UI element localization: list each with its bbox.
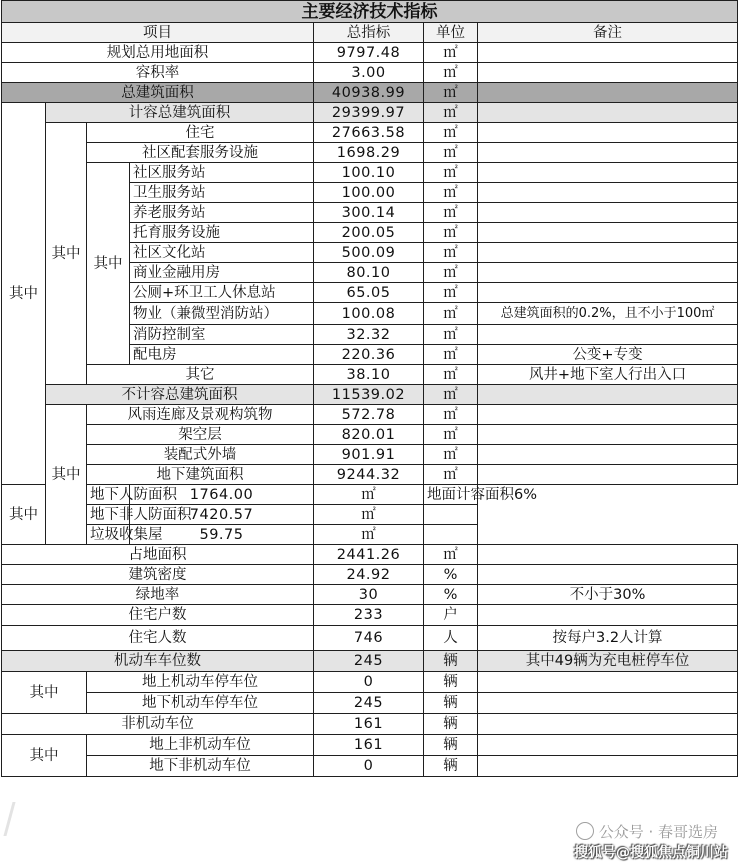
row-value: 100.10 (314, 163, 424, 183)
row-label: 社区文化站 (130, 243, 314, 263)
row-unit: ㎡ (424, 303, 478, 325)
row-value: 100.08 (314, 303, 424, 325)
row-note (478, 385, 738, 405)
row-unit: ㎡ (314, 525, 424, 545)
row-note (478, 465, 738, 485)
row-unit: ㎡ (314, 505, 424, 525)
row-note (478, 445, 738, 465)
row-label: 其它 (87, 365, 314, 385)
row-label: 占地面积 (2, 545, 314, 565)
row-label: 非机动车位 (2, 714, 314, 735)
row-value: 1698.29 (314, 143, 424, 163)
row-unit: ㎡ (424, 385, 478, 405)
row-note (478, 325, 738, 345)
row-unit: ㎡ (424, 83, 478, 103)
row-value: 27663.58 (314, 123, 424, 143)
row-value: 901.91 (314, 445, 424, 465)
row-note (478, 83, 738, 103)
row-value: 0 (314, 672, 424, 693)
row-note (478, 565, 738, 585)
row-label: 地下机动车停车位 (87, 693, 314, 714)
wechat-watermark (576, 821, 718, 842)
row-unit: ㎡ (424, 203, 478, 223)
sohu-watermark: 搜狐号@搜狐焦点铜川站 (574, 845, 728, 861)
row-note (478, 735, 738, 756)
row-unit: 辆 (424, 714, 478, 735)
row-note (478, 605, 738, 626)
row-value: 500.09 (314, 243, 424, 263)
row-note (478, 756, 738, 777)
row-label: 地下建筑面积 (87, 465, 314, 485)
row-value: 200.05 (314, 223, 424, 243)
row-unit: ㎡ (314, 485, 424, 505)
row-label: 地下非人防面积 (87, 505, 130, 525)
row-value: 65.05 (314, 283, 424, 303)
table-row (2, 525, 738, 545)
row-value: 11539.02 (314, 385, 424, 405)
row-unit: ㎡ (424, 405, 478, 425)
row-label: 地下人防面积 (87, 485, 130, 505)
row-label: 地上机动车停车位 (87, 672, 314, 693)
row-note (478, 223, 738, 243)
table-row (2, 365, 738, 385)
table-row (2, 626, 738, 651)
row-note (478, 163, 738, 183)
header-note: 备注 (478, 23, 738, 43)
group-label-main: 其中 (2, 103, 46, 485)
row-note (478, 183, 738, 203)
row-unit: ㎡ (424, 123, 478, 143)
row-note (478, 203, 738, 223)
table-row (2, 565, 738, 585)
table-row (2, 385, 738, 405)
row-note (478, 283, 738, 303)
row-label: 计容总建筑面积 (46, 103, 314, 123)
row-value: 7420.57 (130, 505, 314, 525)
row-value: 32.32 (314, 325, 424, 345)
row-label: 配电房 (130, 345, 314, 365)
table-row (2, 693, 738, 714)
table-row (2, 714, 738, 735)
row-label: 地上非机动车位 (87, 735, 314, 756)
row-value: 746 (314, 626, 424, 651)
row-value: 59.75 (130, 525, 314, 545)
row-note (424, 525, 478, 545)
row-label: 装配式外墙 (87, 445, 314, 465)
row-value: 220.36 (314, 345, 424, 365)
row-unit: 人 (424, 626, 478, 651)
row-unit: 户 (424, 605, 478, 626)
group-label-nonmotor: 其中 (2, 735, 87, 777)
row-value: 30 (314, 585, 424, 605)
row-unit: % (424, 585, 478, 605)
row-note (478, 143, 738, 163)
row-value: 0 (314, 756, 424, 777)
group-label-underground: 其中 (2, 485, 46, 545)
row-unit: ㎡ (424, 43, 478, 63)
table-row (2, 63, 738, 83)
row-unit: ㎡ (424, 223, 478, 243)
row-note: 按每户3.2人计算 (478, 626, 738, 651)
row-note (478, 123, 738, 143)
row-label: 商业金融用房 (130, 263, 314, 283)
row-label: 社区配套服务设施 (87, 143, 314, 163)
row-value: 3.00 (314, 63, 424, 83)
row-note (478, 63, 738, 83)
row-label: 养老服务站 (130, 203, 314, 223)
row-note (478, 425, 738, 445)
table-row (2, 43, 738, 63)
group-label-facilities: 其中 (87, 163, 130, 365)
row-label: 机动车车位数 (2, 651, 314, 672)
row-value: 29399.97 (314, 103, 424, 123)
row-note (478, 103, 738, 123)
row-label: 消防控制室 (130, 325, 314, 345)
row-value: 300.14 (314, 203, 424, 223)
wechat-watermark-text: 公众号 · 春哥选房 (598, 823, 718, 841)
row-note (478, 243, 738, 263)
row-note (478, 672, 738, 693)
row-value: 245 (314, 651, 424, 672)
row-label: 容积率 (2, 63, 314, 83)
row-value: 38.10 (314, 365, 424, 385)
row-value: 1764.00 (130, 485, 314, 505)
row-unit: 辆 (424, 651, 478, 672)
row-unit: ㎡ (424, 425, 478, 445)
row-note: 地面计容面积6% (424, 485, 478, 505)
row-label: 住宅户数 (2, 605, 314, 626)
row-label: 公厕+环卫工人休息站 (130, 283, 314, 303)
row-label: 架空层 (87, 425, 314, 445)
row-unit: ㎡ (424, 325, 478, 345)
table-row (2, 672, 738, 693)
wechat-icon (576, 822, 594, 840)
row-note (478, 43, 738, 63)
table-row (2, 465, 738, 485)
row-label: 绿地率 (2, 585, 314, 605)
header-unit: 单位 (424, 23, 478, 43)
row-value: 820.01 (314, 425, 424, 445)
row-label: 物业（兼微型消防站） (130, 303, 314, 325)
table-row (2, 545, 738, 565)
row-unit: 辆 (424, 735, 478, 756)
table-row (2, 585, 738, 605)
row-note (478, 263, 738, 283)
row-label: 规划总用地面积 (2, 43, 314, 63)
table-row (2, 485, 738, 505)
table-row (2, 505, 738, 525)
table-row (2, 163, 738, 183)
row-note: 总建筑面积的0.2%，且不小于100㎡ (478, 303, 738, 325)
row-label: 社区服务站 (130, 163, 314, 183)
row-unit: ㎡ (424, 345, 478, 365)
table-row (2, 445, 738, 465)
row-label: 不计容总建筑面积 (46, 385, 314, 405)
row-value: 24.92 (314, 565, 424, 585)
row-label: 托育服务设施 (130, 223, 314, 243)
row-unit: ㎡ (424, 243, 478, 263)
row-note: 其中49辆为充电桩停车位 (478, 651, 738, 672)
group-label-motor: 其中 (2, 672, 87, 714)
table-row (2, 735, 738, 756)
header-item: 项目 (2, 23, 314, 43)
row-unit: ㎡ (424, 365, 478, 385)
row-note: 风井+地下室人行出入口 (478, 365, 738, 385)
row-value: 80.10 (314, 263, 424, 283)
row-label: 地下非机动车位 (87, 756, 314, 777)
row-value: 161 (314, 735, 424, 756)
row-note (478, 693, 738, 714)
table-row (2, 651, 738, 672)
indicator-table (1, 0, 738, 777)
table-row (2, 103, 738, 123)
row-note: 不小于30% (478, 585, 738, 605)
row-note (478, 714, 738, 735)
row-unit: 辆 (424, 693, 478, 714)
row-value: 233 (314, 605, 424, 626)
row-unit: ㎡ (424, 143, 478, 163)
row-unit: ㎡ (424, 103, 478, 123)
row-unit: ㎡ (424, 545, 478, 565)
table-title: 主要经济技术指标 (2, 1, 738, 23)
header-total: 总指标 (314, 23, 424, 43)
row-unit: ㎡ (424, 283, 478, 303)
row-value: 572.78 (314, 405, 424, 425)
row-label: 风雨连廊及景观构筑物 (87, 405, 314, 425)
title-row (2, 1, 738, 23)
row-value: 100.00 (314, 183, 424, 203)
row-unit: % (424, 565, 478, 585)
row-label: 住宅人数 (2, 626, 314, 651)
row-unit: 辆 (424, 672, 478, 693)
table-row (2, 405, 738, 425)
row-note: 公变+专变 (478, 345, 738, 365)
group-label-far: 其中 (46, 123, 87, 385)
row-value: 9797.48 (314, 43, 424, 63)
row-unit: ㎡ (424, 263, 478, 283)
row-note (424, 505, 478, 525)
group-label-nonfar: 其中 (46, 405, 87, 545)
row-note (478, 405, 738, 425)
table-row (2, 605, 738, 626)
row-value: 161 (314, 714, 424, 735)
table-row (2, 83, 738, 103)
row-unit: ㎡ (424, 465, 478, 485)
table-row (2, 756, 738, 777)
row-label: 垃圾收集屋 (87, 525, 130, 545)
table-row (2, 143, 738, 163)
row-unit: 辆 (424, 756, 478, 777)
table-row (2, 425, 738, 445)
row-value: 2441.26 (314, 545, 424, 565)
table-row (2, 123, 738, 143)
row-value: 9244.32 (314, 465, 424, 485)
row-unit: ㎡ (424, 63, 478, 83)
row-label: 总建筑面积 (2, 83, 314, 103)
row-value: 40938.99 (314, 83, 424, 103)
header-row (2, 23, 738, 43)
row-label: 建筑密度 (2, 565, 314, 585)
row-unit: ㎡ (424, 445, 478, 465)
row-label: 住宅 (87, 123, 314, 143)
row-unit: ㎡ (424, 183, 478, 203)
row-unit: ㎡ (424, 163, 478, 183)
row-label: 卫生服务站 (130, 183, 314, 203)
row-note (478, 545, 738, 565)
row-value: 245 (314, 693, 424, 714)
